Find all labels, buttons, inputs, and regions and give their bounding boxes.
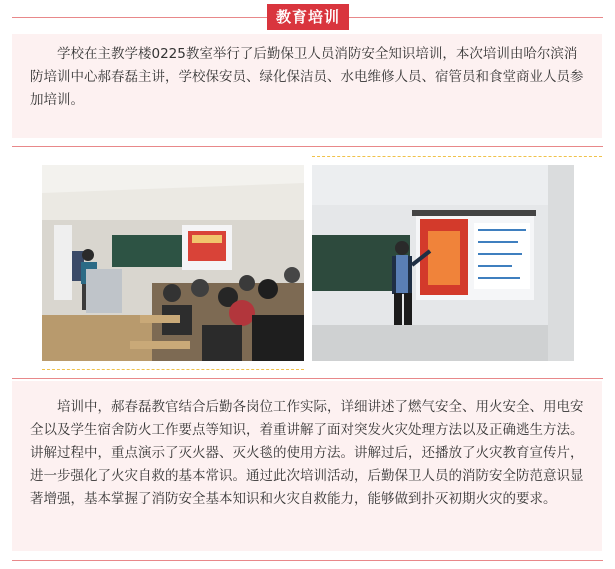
- photo-dash-bottom: [42, 369, 304, 370]
- summary-panel: [12, 381, 602, 551]
- summary-top-rule: [12, 378, 603, 379]
- summary-bottom-rule: [12, 560, 603, 561]
- intro-paragraph: 学校在主教学楼0225教室举行了后勤保卫人员消防安全知识培训，本次培训由哈尔滨消防培训中心郝春磊主讲，学校保安员、绿化保洁员、水电维修人员、宿管员和食堂商业人员参加培训。: [30, 46, 584, 108]
- intro-panel: [12, 34, 602, 138]
- classroom-audience-photo: [42, 165, 304, 361]
- presenter-screen-photo: [312, 165, 574, 361]
- summary-paragraph: 培训中，郝春磊教官结合后勤各岗位工作实际，详细讲述了燃气安全、用火安全、用电安全以及学生宿舍防火工作要点等知识，着重讲解了面对突发火灾处理方法以及正确逃生方法。 讲解过程中，重点演示了灭火器、灭火毯的使用方法。讲解过后，还播放了火灾教育宣传片，进一步强化了火灾自救的基本常识。通过此次培训活动，后勤保卫人员的消防安全防范意识显著增强，基本掌握了消防安全基本知识和火灾自救能力，能够做到扑灭初期火灾的要求。: [30, 399, 584, 507]
- section-title: 教育培训: [267, 4, 349, 30]
- photo-dash-top: [312, 156, 602, 157]
- intro-bottom-rule: [12, 146, 603, 147]
